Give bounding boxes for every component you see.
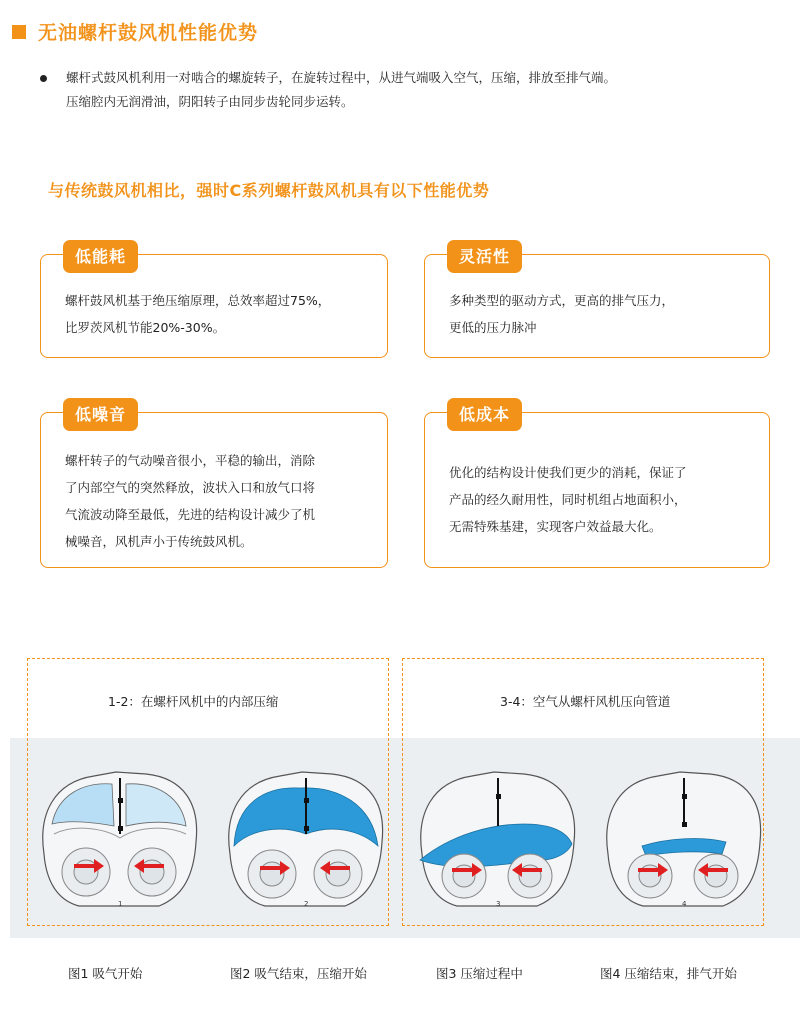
figure-caption-3: 图3 压缩过程中	[436, 966, 523, 981]
card-line: 优化的结构设计使我们更少的消耗，保证了	[449, 465, 687, 480]
header-square-icon	[12, 25, 26, 39]
figure-caption-1: 图1 吸气开始	[68, 966, 143, 981]
card-text	[65, 287, 369, 341]
stage-label-3-4: 3-4：空气从螺杆风机压向管道	[500, 694, 671, 709]
card-line: 螺杆转子的气动噪音很小，平稳的输出，消除	[65, 453, 316, 468]
card-text	[449, 459, 751, 540]
card-line: 了内部空气的突然释放，波状入口和放气口将	[65, 480, 316, 495]
card-line: 更低的压力脉冲	[449, 320, 537, 335]
card-low-cost	[424, 405, 770, 568]
bullet-icon	[40, 75, 47, 82]
intro-line-2: 压缩腔内无润滑油，阴阳转子由同步齿轮同步运转。	[66, 94, 354, 109]
figure-number: 3	[496, 900, 501, 908]
card-label: 灵活性	[447, 240, 522, 273]
rotor-figure-4	[598, 764, 768, 919]
card-line: 产品的经久耐用性，同时机组占地面积小，	[449, 492, 687, 507]
figure-number: 1	[118, 900, 123, 908]
intro-paragraph	[40, 66, 760, 114]
card-label: 低噪音	[63, 398, 138, 431]
card-line: 比罗茨风机节能20%-30%。	[65, 320, 226, 335]
stage-label-1-2: 1-2：在螺杆风机中的内部压缩	[108, 694, 279, 709]
card-line: 械噪音，风机声小于传统鼓风机。	[65, 534, 253, 549]
card-low-noise	[40, 405, 388, 568]
card-flexibility	[424, 247, 770, 358]
rotor-figure-3	[412, 764, 582, 919]
card-label: 低成本	[447, 398, 522, 431]
card-line: 无需特殊基建，实现客户效益最大化。	[449, 519, 662, 534]
card-label: 低能耗	[63, 240, 138, 273]
rotor-figure-1	[34, 764, 204, 919]
figure-number: 4	[682, 900, 687, 908]
section-title: 无油螺杆鼓风机性能优势	[38, 22, 259, 44]
figure-caption-2: 图2 吸气结束，压缩开始	[230, 966, 367, 981]
intro-line-1: 螺杆式鼓风机利用一对啮合的螺旋转子，在旋转过程中，从进气端吸入空气，压缩，排放至排气端。	[66, 70, 617, 85]
card-low-energy	[40, 247, 388, 358]
card-text	[65, 447, 369, 555]
card-text	[449, 287, 751, 341]
figure-caption-4: 图4 压缩结束，排气开始	[600, 966, 737, 981]
figure-number: 2	[304, 900, 309, 908]
rotor-figure-2	[220, 764, 390, 919]
card-line: 多种类型的驱动方式，更高的排气压力，	[449, 293, 675, 308]
card-line: 气流波动降至最低，先进的结构设计减少了机	[65, 507, 316, 522]
card-line: 螺杆鼓风机基于绝压缩原理，总效率超过75%，	[65, 293, 331, 308]
advantages-subtitle: 与传统鼓风机相比，强时C系列螺杆鼓风机具有以下性能优势	[48, 181, 490, 200]
section-header	[12, 18, 258, 45]
